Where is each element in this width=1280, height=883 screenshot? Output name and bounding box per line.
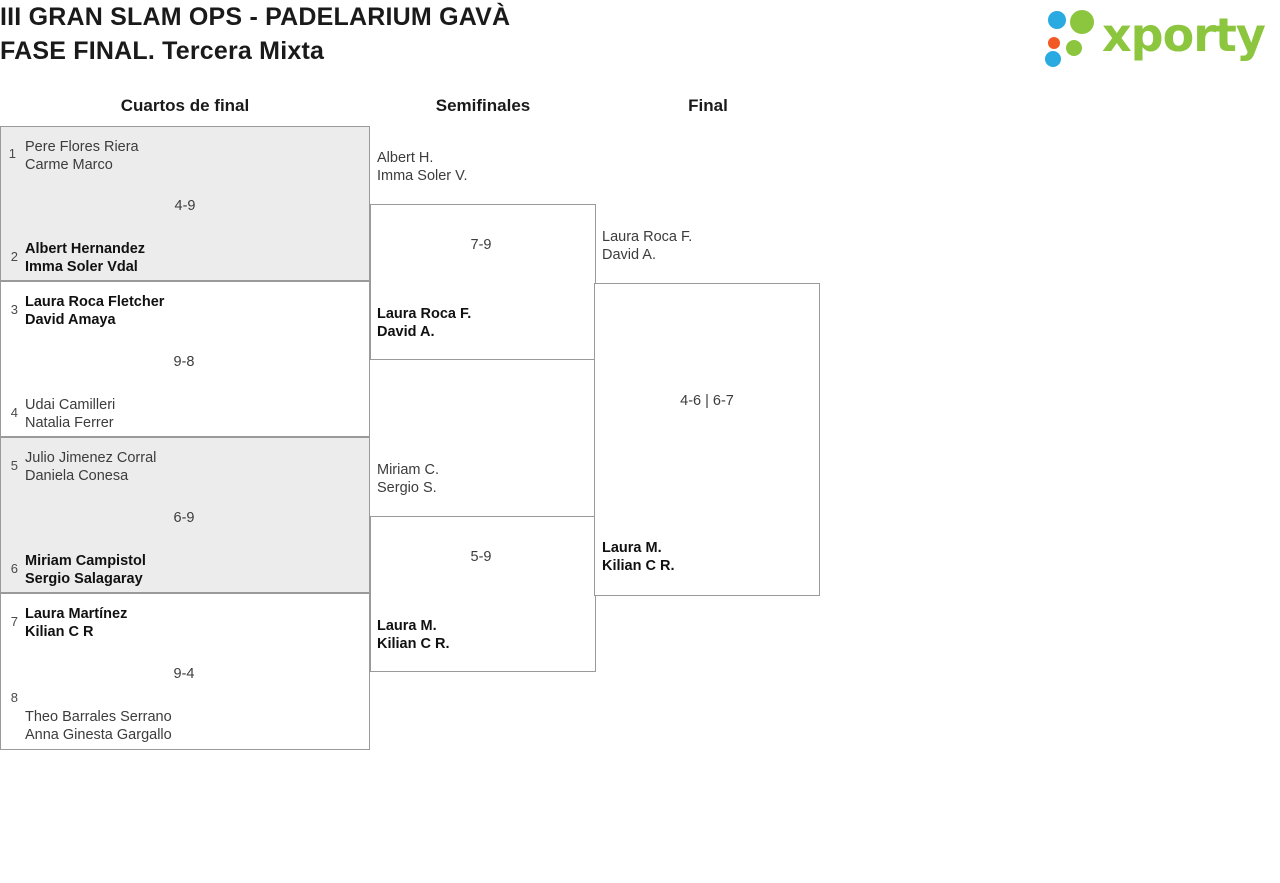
team-player-1: Miriam C.: [377, 462, 440, 478]
tournament-title-line1: III GRAN SLAM OPS - PADELARIUM GAVÀ: [0, 3, 511, 31]
team-player-1: Laura Roca F.: [602, 229, 693, 245]
team-player-1: Laura Martínez: [25, 606, 128, 622]
seed-number: 1: [8, 146, 16, 161]
match-score: 4-9: [174, 198, 196, 214]
round-heading-quarterfinals: Cuartos de final: [120, 96, 250, 115]
match-score: 5-9: [470, 549, 492, 565]
team-player-2: Imma Soler Vdal: [25, 259, 138, 275]
seed-number: 5: [10, 458, 18, 473]
team-player-1: Albert H.: [377, 150, 434, 166]
team-player-2: Kilian C R.: [377, 636, 450, 652]
seed-number: 3: [10, 302, 18, 317]
page-title: [0, 0, 900, 68]
team-player-1: Laura M.: [602, 540, 662, 556]
team-player-2: Kilian C R.: [602, 558, 675, 574]
team-player-1: Miriam Campistol: [25, 553, 146, 569]
match-score: 6-9: [173, 510, 195, 526]
team-player-1: Laura Roca Fletcher: [25, 294, 165, 310]
match-score: 9-4: [173, 666, 195, 682]
seed-number: 7: [10, 614, 18, 629]
team-player-2: Imma Soler V.: [377, 168, 468, 184]
team-player-2: Natalia Ferrer: [25, 415, 114, 431]
seed-number: 4: [10, 405, 18, 420]
round-heading-semifinals: Semifinales: [435, 96, 531, 115]
team-player-2: Anna Ginesta Gargallo: [25, 727, 172, 743]
team-player-2: Sergio S.: [377, 480, 437, 496]
logo-dots-icon: [1044, 10, 1106, 68]
seed-number: 8: [10, 690, 18, 705]
team-player-1: Albert Hernandez: [25, 241, 146, 257]
team-player-2: David Amaya: [25, 312, 116, 328]
team-player-1: Laura M.: [377, 618, 437, 634]
team-player-2: Sergio Salagaray: [25, 571, 143, 587]
team-player-2: Kilian C R: [25, 624, 94, 640]
match-score: 9-8: [173, 354, 195, 370]
team-player-2: Daniela Conesa: [25, 468, 129, 484]
seed-number: 2: [10, 249, 18, 264]
team-player-2: David A.: [377, 324, 435, 340]
xporty-logo[interactable]: [1044, 6, 1274, 70]
team-player-1: Julio Jimenez Corral: [25, 450, 157, 466]
tournament-title-line2: FASE FINAL. Tercera Mixta: [0, 37, 325, 65]
team-player-1: Theo Barrales Serrano: [25, 709, 172, 725]
team-player-1: Udai Camilleri: [25, 397, 116, 413]
team-player-2: David A.: [602, 247, 656, 263]
match-score: 7-9: [470, 237, 492, 253]
team-player-1: Laura Roca F.: [377, 306, 472, 322]
seed-number: 6: [10, 561, 18, 576]
team-player-1: Pere Flores Riera: [25, 139, 139, 155]
logo-wordmark: xporty: [1102, 8, 1265, 62]
round-heading-final: Final: [688, 96, 728, 115]
team-player-2: Carme Marco: [25, 157, 113, 173]
match-score: 4-6 | 6-7: [680, 393, 734, 409]
